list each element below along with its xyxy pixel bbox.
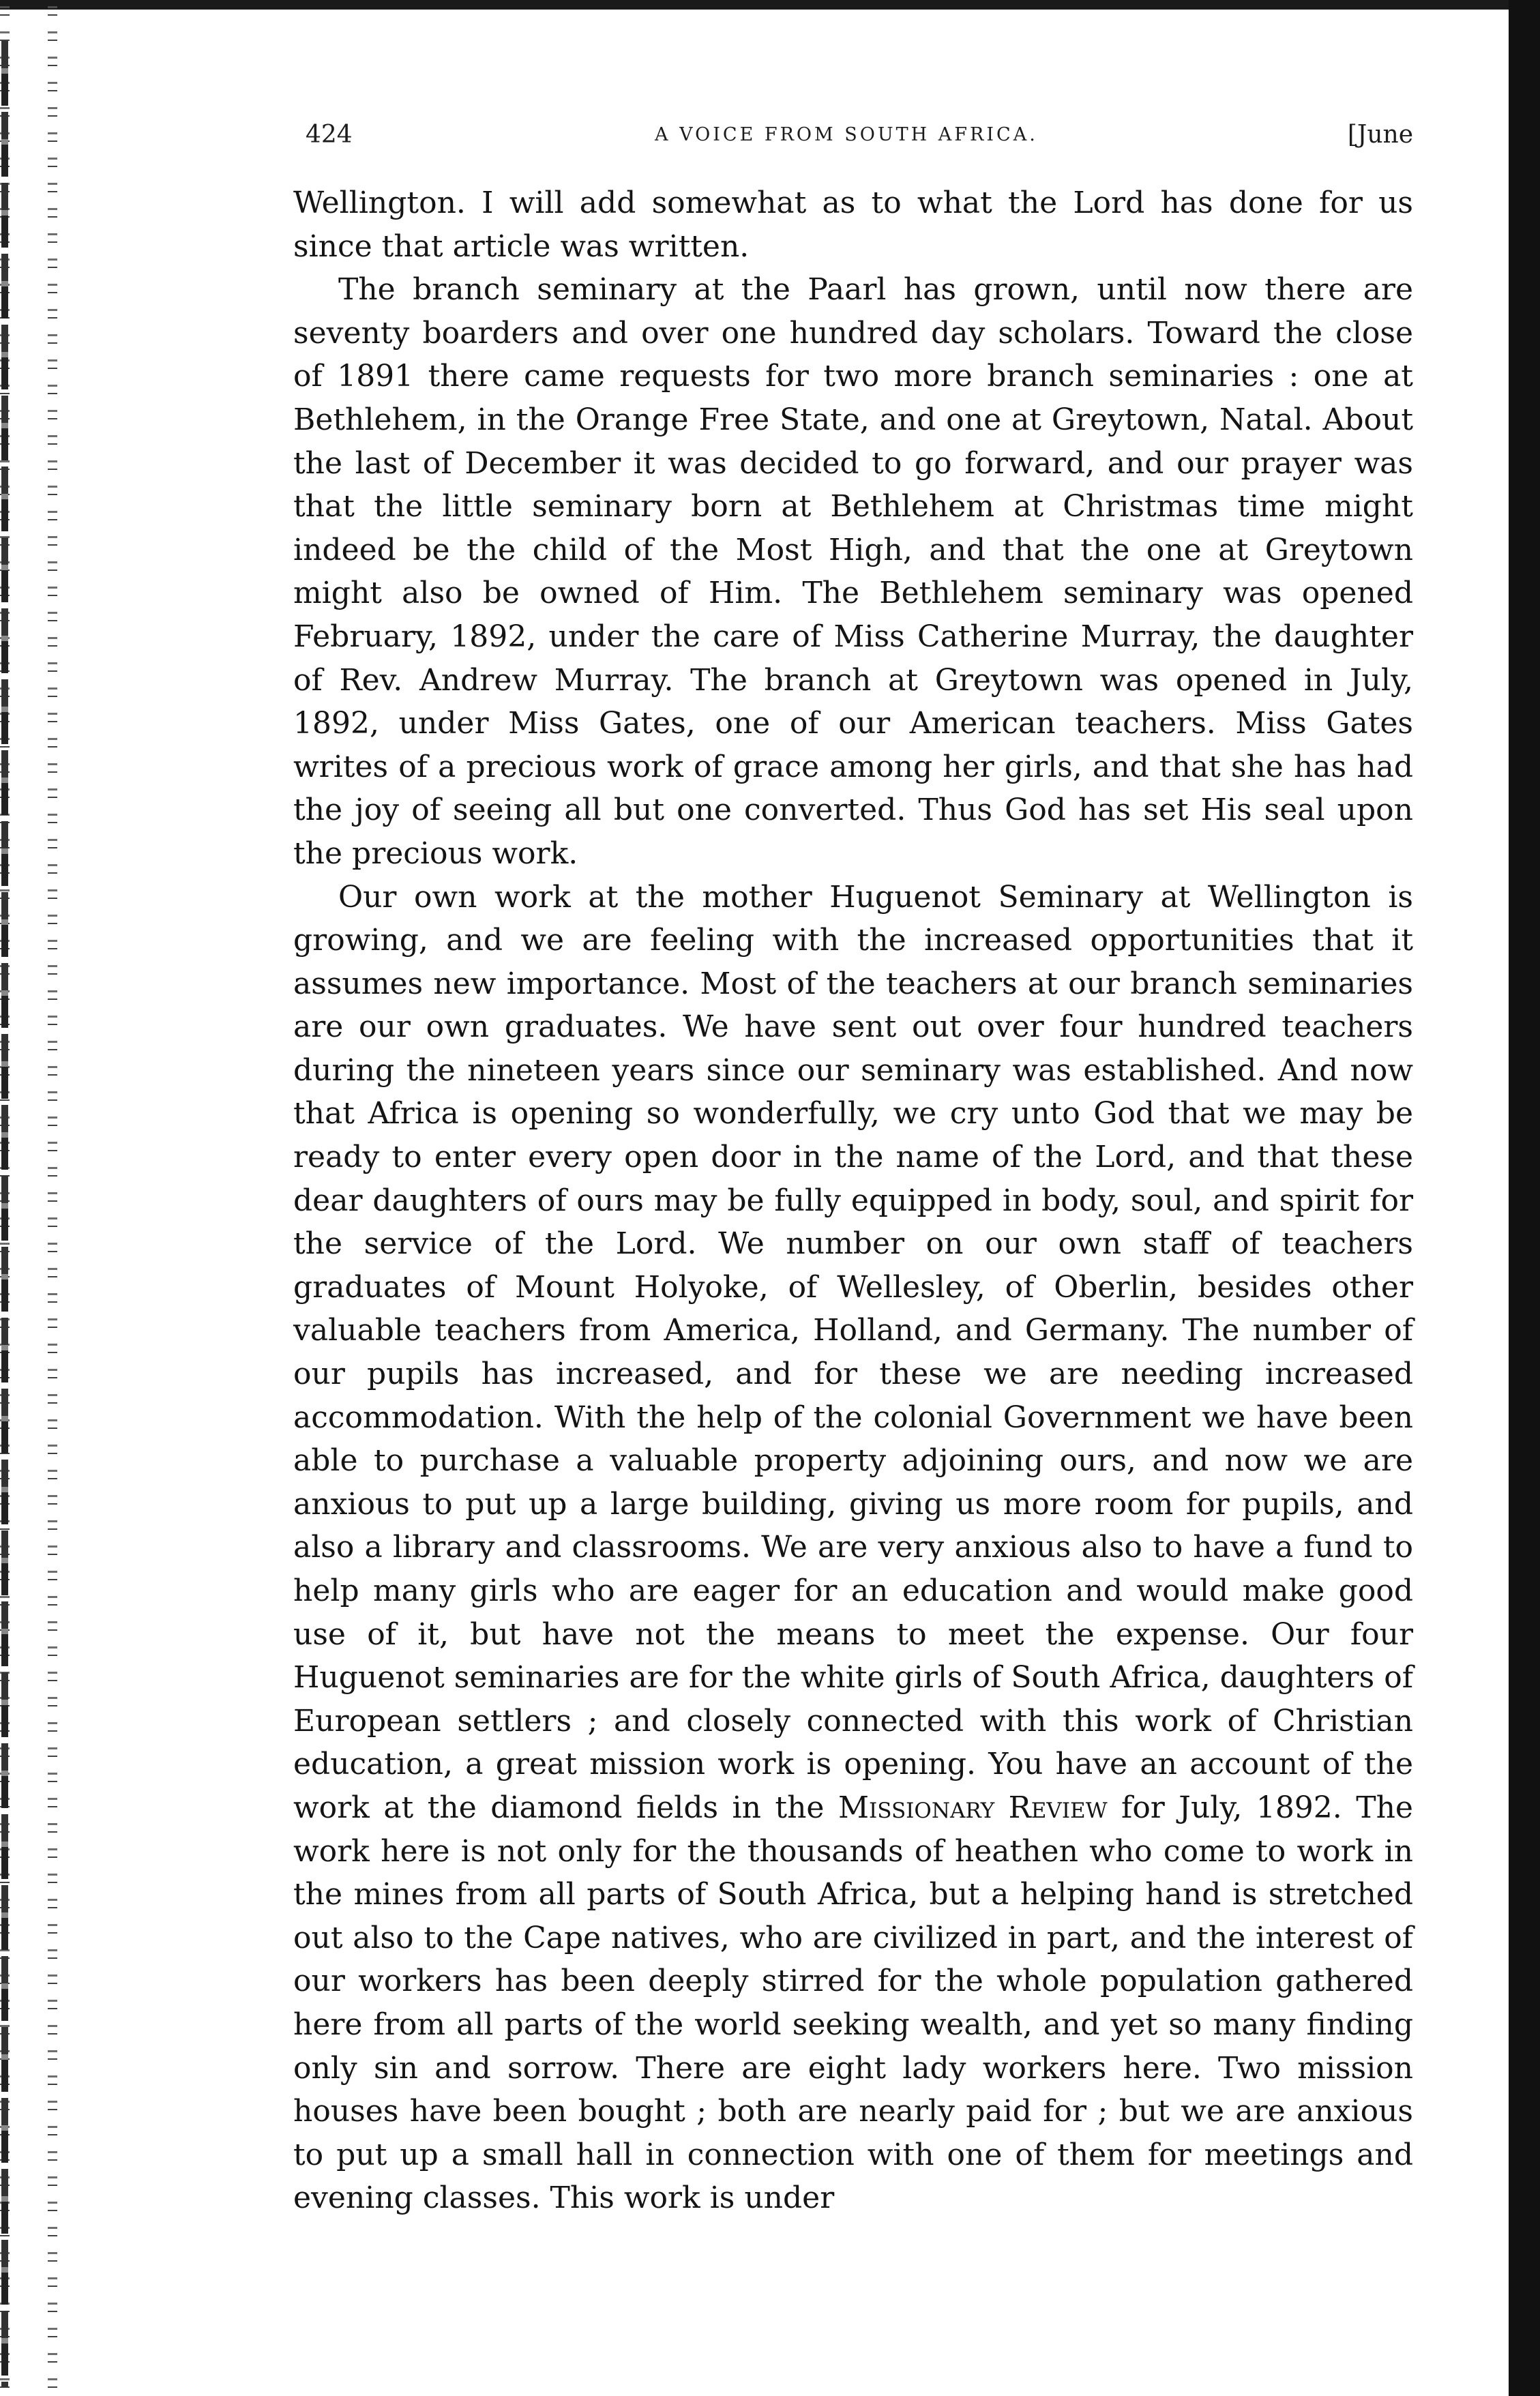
scan-binding-shadow xyxy=(1,41,8,2387)
running-title: A VOICE FROM SOUTH AFRICA. xyxy=(655,124,1038,145)
paragraph-continued: Wellington. I will add somewhat as to what the Lord has done for us since that article was written. xyxy=(293,186,1413,264)
running-month: [June xyxy=(1347,121,1413,149)
scan-binding-edge xyxy=(0,0,75,2396)
page-number: 424 xyxy=(306,121,353,149)
running-head xyxy=(293,115,1413,156)
scan-right-edge xyxy=(1509,0,1540,2396)
paragraph-text-before: Our own work at the mother Huguenot Seminary at Wellington is growing, and we are feeling with the increased opportunities that it assumes new importance. Most of the teachers at our branch seminaries are our own graduates. We have sent out over four hundred teachers during the nineteen years since our seminary was established. And now that Africa is opening so wonderfully, we cry unto God that we may be ready to enter every open door in the name of the Lord, and that these dear daughters of ours may be fully equipped in body, soul, and spirit for the service of the Lord. We number on our own staff of teachers graduates of Mount Holyoke, of Wellesley, of Oberlin, besides other valuable teachers from America, Holland, and Germany. The number of our pupils has increased, and for these we are needing increased accommodation. With the help of the colonial Government we have been able to purchase a valuable property adjoining ours, and now we are anxious to put up a large building, giving us more room for pupils, and also a library and classrooms. We are very anxious also to have a fund to help many girls who are eager for an education and would make good use of it, but have not the means to meet the expense. Our four Huguenot seminaries are for the white girls of South Africa, daughters of European settlers ; and closely connected with this work of Christian education, a great mission work is opening. You have an account of the work at the diamond fields in the xyxy=(293,879,1413,1825)
paragraph-branch-seminaries: The branch seminary at the Paarl has grown, until now there are seventy boarders and over one hundred day scholars. Toward the close of 1891 there came requests for two more branch seminaries : one at Bethlehem, in the Orange Free State, and one at Greytown, Natal. About the last of December it was decided to go forward, and our prayer was that the little seminary born at Bethlehem at Christmas time might indeed be the child of the Most High, and that the one at Greytown might also be owned of Him. The Bethlehem seminary was opened February, 1892, under the care of Miss Catherine Murray, the daughter of Rev. Andrew Murray. The branch at Greytown was opened in July, 1892, under Miss Gates, one of our American teachers. Miss Gates writes of a precious work of grace among her girls, and that she has had the joy of seeing all but one converted. Thus God has set His seal upon the precious work. xyxy=(293,272,1413,871)
paragraph-huguenot-seminary xyxy=(293,876,1413,2220)
book-page xyxy=(293,115,1413,2220)
body-text xyxy=(293,181,1413,2220)
scan-top-edge xyxy=(0,0,1540,10)
journal-title: Missionary Review xyxy=(838,1790,1108,1825)
paragraph-text-after: for July, 1892. The work here is not only for the thousands of heathen who come to work in the mines from all parts of South Africa, but a helping hand is stretched out also to the Cape natives, who are civilized in part, and the interest of our workers has been deeply stirred for the whole population gathered here from all parts of the world seeking wealth, and yet so many finding only sin and sorrow. There are eight lady workers here. Two mission houses have been bought ; both are nearly paid for ; but we are anxious to put up a small hall in connection with one of them for meetings and evening classes. This work is under xyxy=(293,1790,1413,2216)
